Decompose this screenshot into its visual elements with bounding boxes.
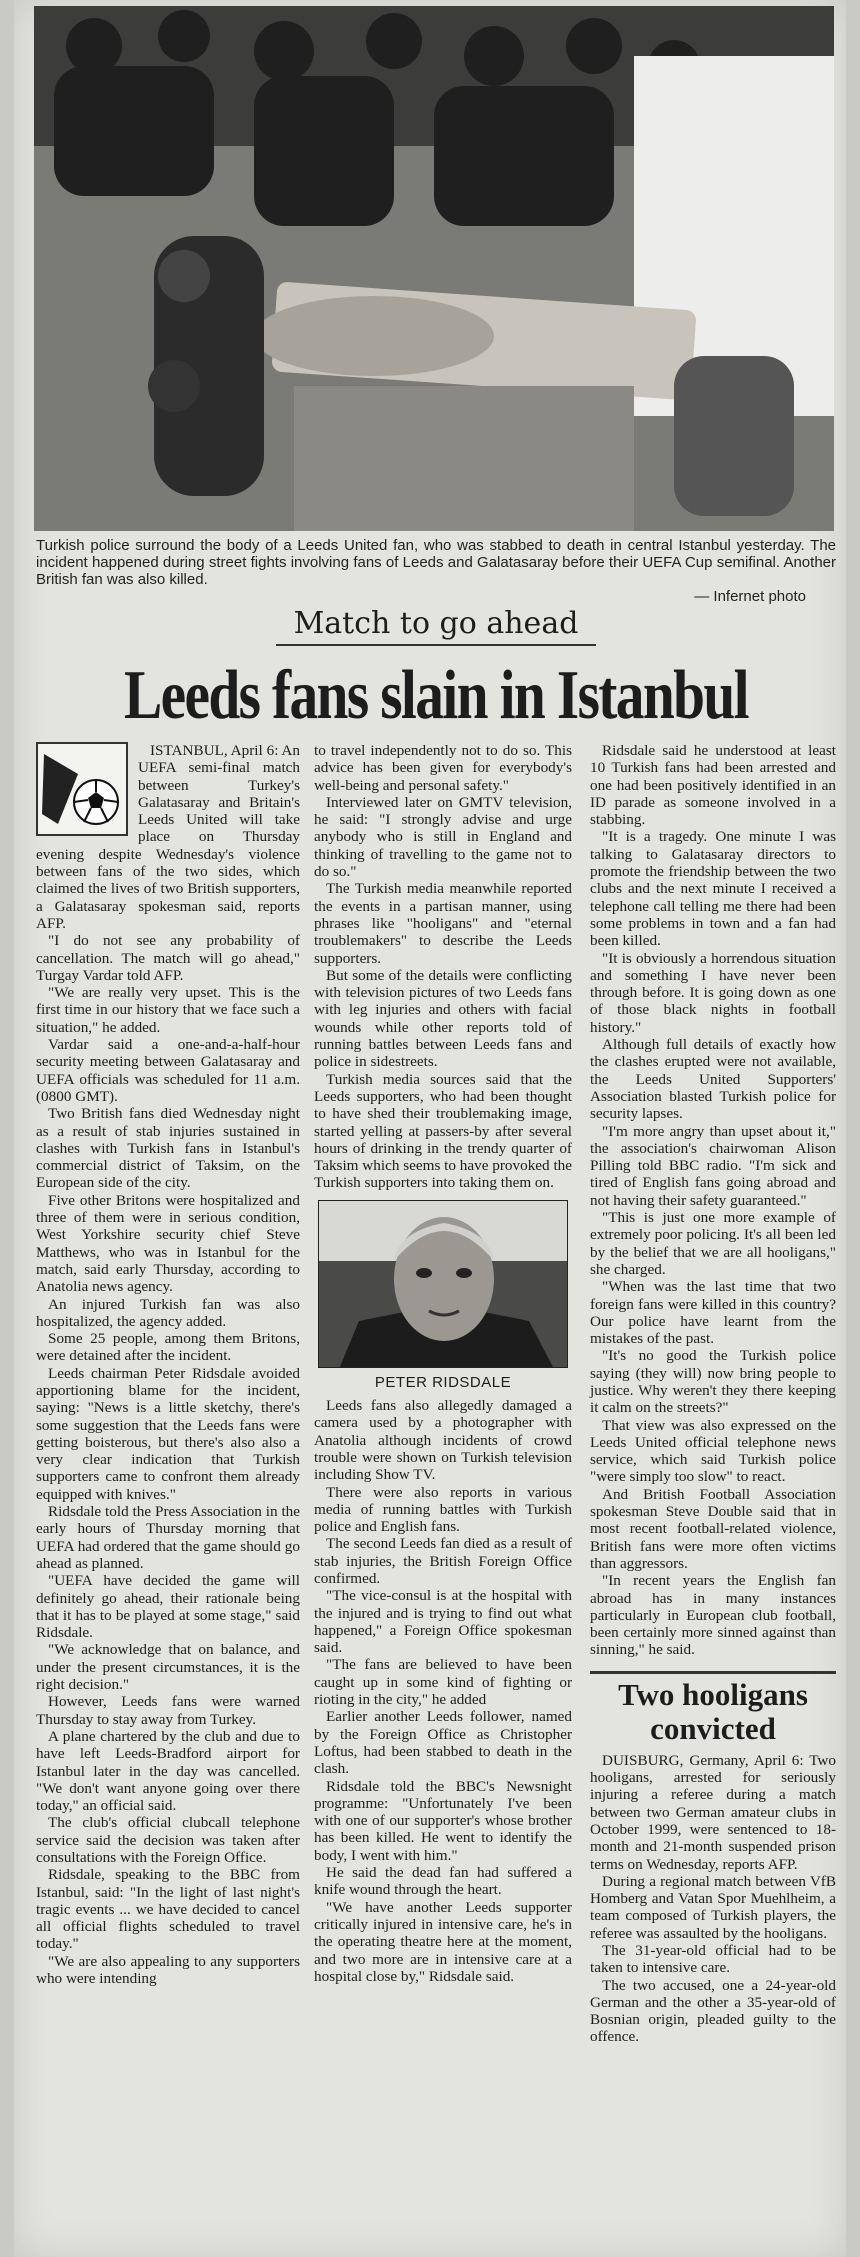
paragraph: Two British fans died Wednesday night as a result of stab injuries sustained in clashes with Turkish fans in Istanbul's commercial district of Taksim, on the European side of the city.	[36, 1105, 300, 1192]
paragraph: "We are also appealing to any supporters who were intending	[36, 1952, 300, 1988]
paragraph: "It is a tragedy. One minute I was talking to Galatasaray directors to promote the friendship between the two clubs and the next minute I received a telephone call telling me there had been some problems in town and a fan had been killed.	[590, 828, 836, 950]
paragraph: "UEFA have decided the game will definitely go ahead, their rationale being that it has to be played at some stage," said Ridsdale.	[36, 1572, 300, 1642]
paragraph: DUISBURG, Germany, April 6: Two hooligans, arrested for seriously injuring a referee during a match between two German amateur clubs in October 1999, were sentenced to 18-month and 21-month suspended prison terms on Wednesday, reports AFP.	[590, 1751, 836, 1873]
paragraph: "I do not see any probability of cancellation. The match will go ahead," Turgay Vardar told AFP.	[36, 932, 300, 984]
paragraph: Some 25 people, among them Britons, were detained after the incident.	[36, 1330, 300, 1365]
paragraph: Leeds fans also allegedly damaged a camera used by a photographer with Anatolia although incidents of crowd trouble were shown on Turkish television including Show TV.	[314, 1397, 572, 1484]
portrait-photo	[318, 1200, 568, 1368]
paragraph: But some of the details were conflicting with television pictures of two Leeds fans with leg injuries and others with facial wounds while other reports told of running battles between Leeds fans and police in sidestreets.	[314, 966, 572, 1071]
paragraph: The second Leeds fan died as a result of stab injuries, the British Foreign Office confirmed.	[314, 1535, 572, 1587]
paragraph: An injured Turkish fan was also hospitalized, the agency added.	[36, 1295, 300, 1330]
paragraph: A plane chartered by the club and due to have left Leeds-Bradford airport for Istanbul later in the day was cancelled. "We don't want anyone going over there today," an official said.	[36, 1727, 300, 1815]
paragraph: "In recent years the English fan abroad has in many instances particularly in European club football, been certainly more sinned against than sinning," he said.	[590, 1572, 836, 1659]
paragraph: "I'm more angry than upset about it," the association's chairwoman Alison Pilling told BBC radio. "I'm sick and tired of English fans going abroad and not having their safety guaranteed."	[590, 1122, 836, 1209]
side-headline: Two hooligans convicted	[590, 1671, 836, 1746]
photo-caption	[36, 537, 836, 605]
paragraph: Although full details of exactly how the clashes erupted were not available, the Leeds United Supporters' Association blasted Turkish police for security lapses.	[590, 1036, 836, 1123]
kicker-headline: Match to go ahead	[276, 606, 596, 646]
newspaper-page	[14, 0, 846, 2257]
paragraph: "When was the last time that two foreign fans were killed in this country? Our police have learnt from the mistakes of the past.	[590, 1278, 836, 1348]
article-column-3	[590, 742, 836, 2046]
paragraph: Leeds chairman Peter Ridsdale avoided apportioning blame for the incident, saying: "News is a little sketchy, there's some suggestion that the Leeds fans were getting boisterous, but there's also also a very clear indication that Turkish supporters came to confront them already equipped with knives."	[36, 1364, 300, 1503]
news-photo	[34, 6, 834, 531]
paragraph: Ridsdale told the BBC's Newsnight programme: "Unfortunately I've been with one of our supporter's whose brother has been killed. He went to identify the body, I went with him."	[314, 1777, 572, 1864]
paragraph: Ridsdale, speaking to the BBC from Istanbul, said: "In the light of last night's tragic events ... we have decided to cancel all official flights scheduled to travel today."	[36, 1866, 300, 1953]
paragraph: During a regional match between VfB Homberg and Vatan Spor Muehlheim, a team composed of Turkish players, the referee was assaulted by the hooligans.	[590, 1872, 836, 1942]
paragraph: ISTANBUL, April 6: An UEFA semi-final match between Turkey's Galatasaray and Britain's Leeds United will take place on Thursday evening despite Wednesday's violence between fans of the two sides, which claimed the lives of two British supporters, a Galatasaray spokesman said, reports AFP.	[36, 742, 300, 932]
paragraph: "We acknowledge that on balance, and under the present circumstances, it is the right decision."	[36, 1641, 300, 1694]
paragraph: Earlier another Leeds follower, named by the Foreign Office as Christopher Loftus, had been stabbed to death in the clash.	[314, 1708, 572, 1778]
caption-text: Turkish police surround the body of a Leeds United fan, who was stabbed to death in central Istanbul yesterday. The incident happened during street fights involving fans of Leeds and Galatasaray before their UEFA Cup semifinal. Another British fan was also killed.	[36, 537, 836, 588]
paragraph: Ridsdale said he understood at least 10 Turkish fans had been arrested and one had been positively identified in an ID parade as someone involved in a stabbing.	[590, 742, 836, 829]
paragraph: Turkish media sources said that the Leeds supporters, who had been thought to have shed their troublemaking image, started yelling at passers-by after several hours of drinking in the trendy quarter of Taksim which seems to have provoked the Turkish supporters into taking them on.	[314, 1070, 572, 1192]
photo-credit: — Infernet photo	[694, 588, 806, 605]
paragraph: "The fans are believed to have been caught up in some kind of fighting or rioting in the city," he added	[314, 1656, 572, 1709]
paragraph: That view was also expressed on the Leeds United official telephone news service, which said Turkish police "were simply too slow" to react.	[590, 1416, 836, 1486]
paragraph: The Turkish media meanwhile reported the events in a partisan manner, using phrases like "hooligans" and "eternal troublemakers" to describe the Leeds supporters.	[314, 880, 572, 967]
paragraph: Interviewed later on GMTV television, he said: "I strongly advise and urge anybody who is still in England and thinking of travelling to the game not to do so."	[314, 793, 572, 881]
article-column-1	[36, 742, 300, 1987]
paragraph: The 31-year-old official had to be taken to intensive care.	[590, 1942, 836, 1977]
football-logo-icon	[36, 742, 128, 836]
paragraph: The club's official clubcall telephone service said the decision was taken after consultations with the Foreign Office.	[36, 1814, 300, 1866]
paragraph: There were also reports in various media of running battles with Turkish police and English fans.	[314, 1483, 572, 1536]
paragraph: "We have another Leeds supporter critically injured in intensive care, he's in the operating theatre here at the moment, and two more are in intensive care at a hospital close by," Ridsdale said.	[314, 1898, 572, 1985]
paragraph: The two accused, one a 24-year-old German and the other a 35-year-old of Bosnian origin, pleaded guilty to the offence.	[590, 1976, 836, 2046]
paragraph: And British Football Association spokesman Steve Double said that in most recent football-related violence, British fans were more often victims than aggressors.	[590, 1485, 836, 1572]
paragraph: He said the dead fan had suffered a knife wound through the heart.	[314, 1864, 572, 1899]
paragraph: "The vice-consul is at the hospital with the injured and is trying to find out what happened," a Foreign Office spokesman said.	[314, 1587, 572, 1657]
article-column-2	[314, 742, 572, 1985]
paragraph: Ridsdale told the Press Association in the early hours of Thursday morning that UEFA had ordered that the game should go ahead as planned.	[36, 1503, 300, 1572]
main-headline: Leeds fans slain in Istanbul	[124, 657, 748, 734]
paragraph: to travel independently not to do so. This advice has been given for everybody's well-being and personal safety."	[314, 742, 572, 794]
paragraph: Five other Britons were hospitalized and three of them were in serious condition, West Yorkshire security chief Steve Matthews, who was in Istanbul for the match, said early Thursday, according to Anatolia news agency.	[36, 1191, 300, 1296]
paragraph: "This is just one more example of extremely poor policing. It's all been led by the belief that we are all hooligans," she charged.	[590, 1209, 836, 1278]
paragraph: Vardar said a one-and-a-half-hour security meeting between Galatasaray and UEFA officials was scheduled for 11 a.m. (0800 GMT).	[36, 1036, 300, 1105]
paragraph: "It's no good the Turkish police saying (they will) now bring people to justice. Why weren't they there keeping it calm on the streets?"	[590, 1347, 836, 1417]
paragraph: "We are really very upset. This is the first time in our history that we face such a situation," he added.	[36, 984, 300, 1036]
paragraph: However, Leeds fans were warned Thursday to stay away from Turkey.	[36, 1693, 300, 1728]
paragraph: "It is obviously a horrendous situation and something I have never been through before. It is going down as one of those black nights in football history."	[590, 949, 836, 1036]
portrait-caption: PETER RIDSDALE	[374, 1373, 512, 1391]
